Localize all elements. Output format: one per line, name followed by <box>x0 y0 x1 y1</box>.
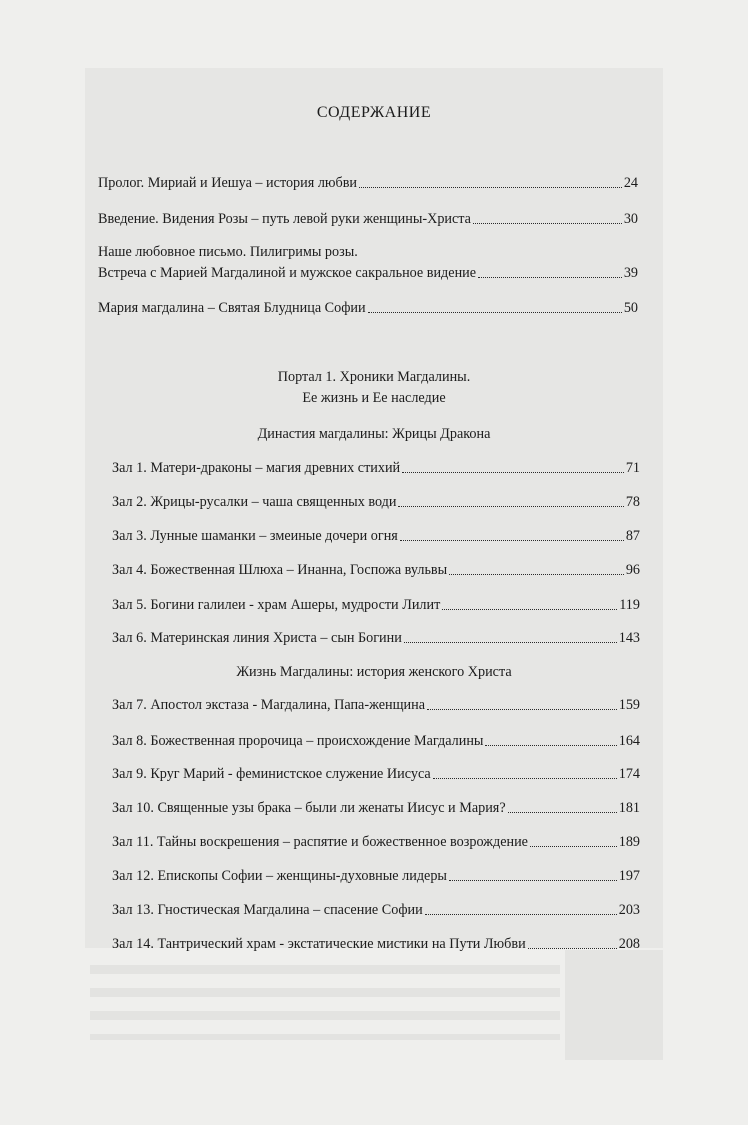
toc-entry <box>112 834 640 851</box>
toc-entry-page: 96 <box>625 562 640 578</box>
toc-entry-page: 119 <box>619 597 640 613</box>
dot-leader <box>400 540 624 541</box>
toc-entry <box>112 597 640 614</box>
toc-entry-title: Зал 8. Божественная пророчица – происхождение Магдалины <box>112 733 484 749</box>
toc-entry <box>112 868 640 885</box>
toc-entry-page: 39 <box>623 265 638 281</box>
toc-entry <box>112 528 640 545</box>
portal-heading-line1: Портал 1. Хроники Магдалины. <box>277 369 471 385</box>
toc-entry-title: Пролог. Мириай и Иешуа – история любви <box>98 175 358 191</box>
toc-entry <box>112 733 640 750</box>
toc-entry <box>112 494 640 511</box>
toc-entry <box>112 562 640 579</box>
toc-entry-page: 203 <box>618 902 640 918</box>
dot-leader <box>427 709 617 710</box>
toc-entry-page: 24 <box>623 175 638 191</box>
toc-entry-page: 197 <box>618 868 640 884</box>
toc-entry-title: Зал 1. Матери-драконы – магия древних стихий <box>112 460 401 476</box>
dot-leader <box>442 609 617 610</box>
dot-leader <box>449 574 624 575</box>
page-title: СОДЕРЖАНИЕ <box>316 104 432 121</box>
toc-entry-page: 189 <box>618 834 640 850</box>
dot-leader <box>449 880 617 881</box>
dot-leader <box>359 187 622 188</box>
toc-entry-title-line1: Наше любовное письмо. Пилигримы розы. <box>98 244 358 260</box>
toc-entry <box>112 902 640 919</box>
toc-entry <box>112 697 640 714</box>
dot-leader <box>485 745 616 746</box>
portal-heading-line2: Ее жизнь и Ее наследие <box>302 390 446 406</box>
toc-entry-page: 71 <box>625 460 640 476</box>
toc-entry-page: 30 <box>623 211 638 227</box>
toc-entry <box>112 936 640 953</box>
toc-entry-title: Зал 11. Тайны воскрешения – распятие и божественное возрождение <box>112 834 528 850</box>
toc-entry-page: 159 <box>618 697 640 713</box>
dot-leader <box>473 223 622 224</box>
toc-entry-title: Зал 9. Круг Марий - феминистское служение Иисуса <box>112 766 431 782</box>
section-heading: Династия магдалины: Жрицы Дракона <box>257 426 491 442</box>
toc-entry-page: 208 <box>618 936 640 952</box>
toc-entry-title: Зал 5. Богини галилеи - храм Ашеры, мудрости Лилит <box>112 597 441 613</box>
dot-leader <box>368 312 622 313</box>
dot-leader <box>508 812 617 813</box>
dot-leader <box>402 472 624 473</box>
toc-entry-page: 78 <box>625 494 640 510</box>
toc-entry-title: Встреча с Марией Магдалиной и мужское сакральное видение <box>98 265 477 281</box>
dot-leader <box>528 948 617 949</box>
dot-leader <box>530 846 617 847</box>
toc-entry <box>98 211 638 228</box>
dot-leader <box>398 506 623 507</box>
toc-entry-title: Зал 7. Апостол экстаза - Магдалина, Папа-женщина <box>112 697 425 713</box>
dot-leader <box>425 914 617 915</box>
toc-entry-title: Зал 10. Священные узы брака – были ли женаты Иисус и Мария? <box>112 800 506 816</box>
toc-entry <box>112 800 640 817</box>
dot-leader <box>404 642 617 643</box>
toc-entry <box>112 766 640 783</box>
toc-entry-title: Введение. Видения Розы – путь левой руки женщины-Христа <box>98 211 471 227</box>
toc-entry-page: 174 <box>618 766 640 782</box>
toc-entry-title: Зал 14. Тантрический храм - экстатические мистики на Пути Любви <box>112 936 526 952</box>
toc-entry-page: 143 <box>618 630 640 646</box>
toc-entry-title: Мария магдалина – Святая Блудница Софии <box>98 300 366 316</box>
toc-entry-page: 50 <box>623 300 638 316</box>
toc-entry-page: 164 <box>618 733 640 749</box>
section-heading: Жизнь Магдалины: история женского Христа <box>236 664 512 680</box>
toc-entry-title: Зал 6. Материнская линия Христа – сын Богини <box>112 630 402 646</box>
toc-entry-page: 87 <box>625 528 640 544</box>
toc-entry-title: Зал 4. Божественная Шлюха – Инанна, Госпожа вульвы <box>112 562 448 578</box>
toc-entry <box>112 460 640 477</box>
toc-entry-title: Зал 3. Лунные шаманки – змеиные дочери огня <box>112 528 398 544</box>
toc-entry-page: 181 <box>618 800 640 816</box>
toc-entry-title: Зал 12. Епископы Софии – женщины-духовные лидеры <box>112 868 447 884</box>
toc-entry <box>98 265 638 282</box>
toc-entry-title: Зал 13. Гностическая Магдалина – спасение Софии <box>112 902 423 918</box>
toc-entry-title: Зал 2. Жрицы-русалки – чаша священных води <box>112 494 397 510</box>
toc-entry <box>98 175 638 192</box>
toc-entry <box>98 300 638 317</box>
toc-entry <box>112 630 640 647</box>
dot-leader <box>433 778 617 779</box>
dot-leader <box>478 277 622 278</box>
